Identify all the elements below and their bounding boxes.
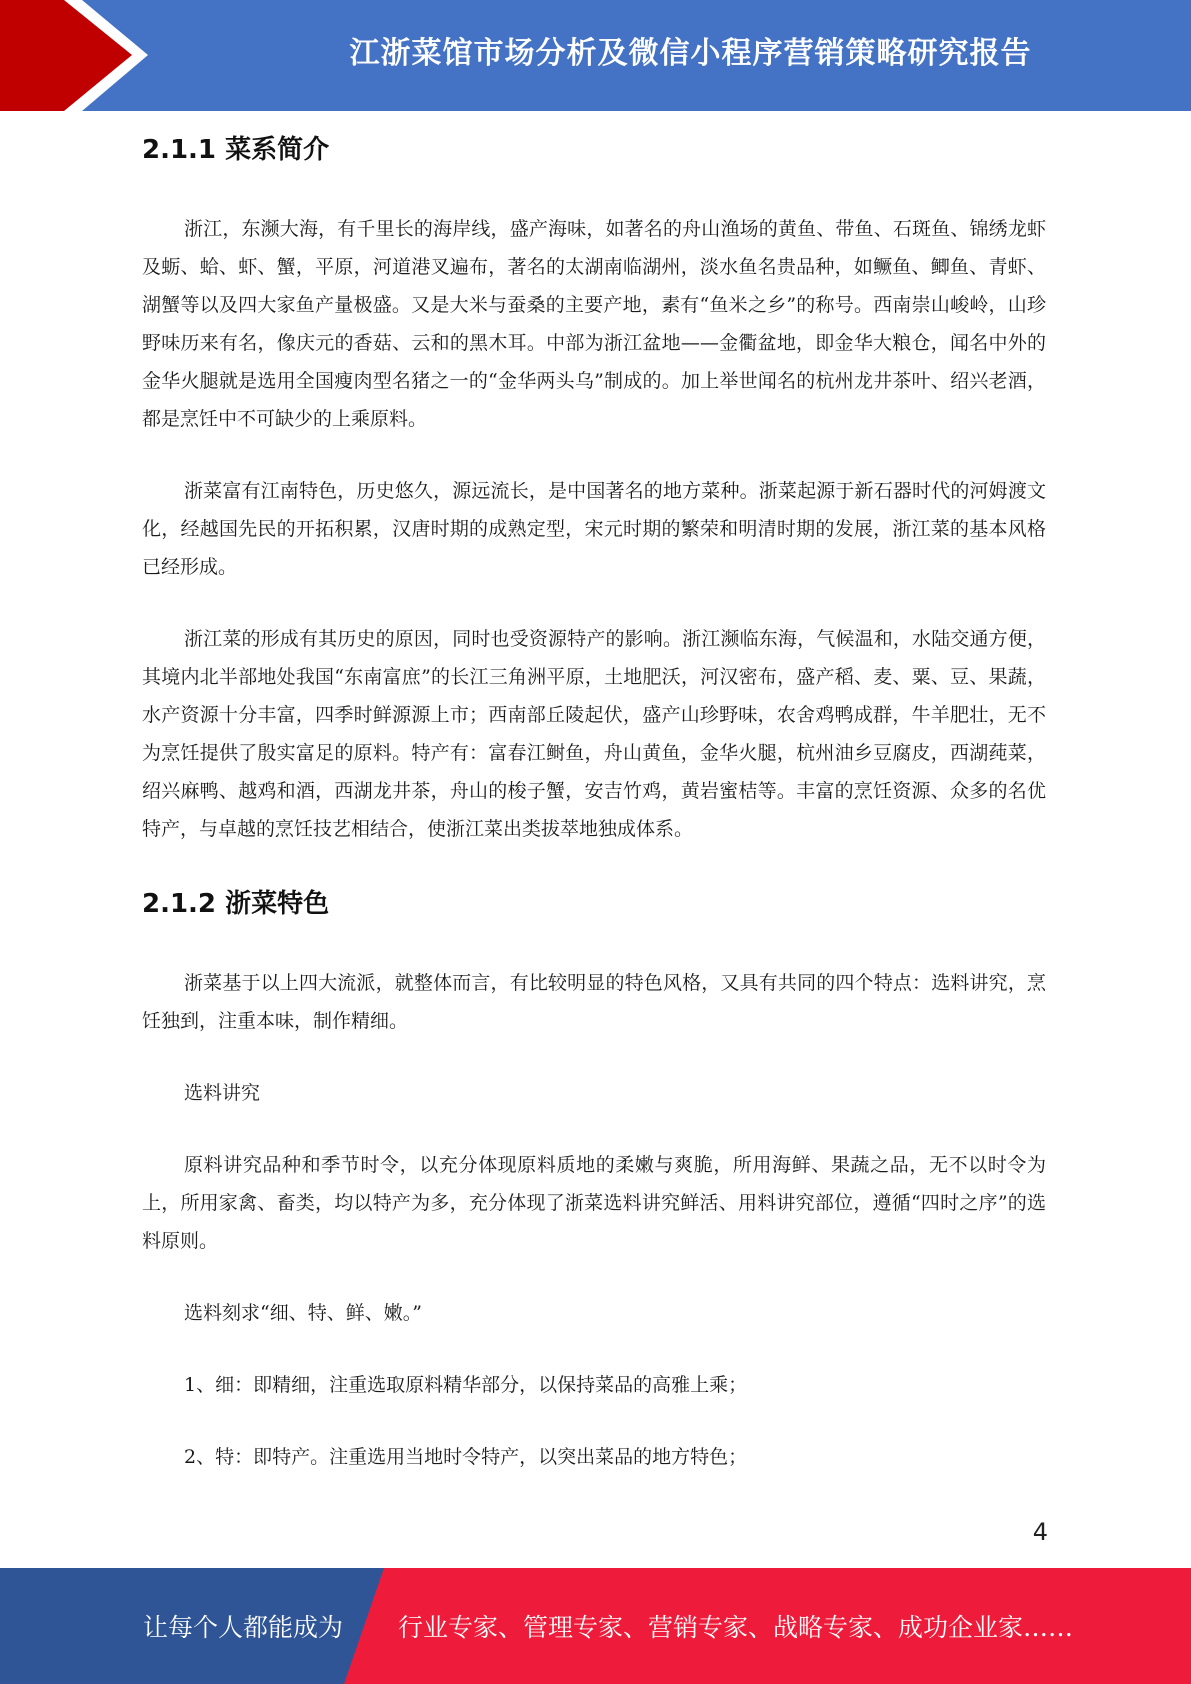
paragraph: 原料讲究品种和季节时令，以充分体现原料质地的柔嫩与爽脆，所用海鲜、果蔬之品，无不以时令为上，所用家禽、畜类，均以特产为多，充分体现了浙菜选料讲究鲜活、用料讲究部位，遵循“四时之序”的选料原则。 bbox=[142, 1154, 1046, 1252]
section-heading-intro: 2.1.1 菜系简介 bbox=[142, 135, 330, 165]
paragraph: 选料讲究 bbox=[184, 1082, 261, 1104]
document-title: 江浙菜馆市场分析及微信小程序营销策略研究报告 bbox=[349, 36, 1032, 71]
page-number: 4 bbox=[1032, 1518, 1048, 1546]
list-item: 1、细：即精细，注重选取原料精华部分，以保持菜品的高雅上乘； bbox=[184, 1374, 748, 1396]
list-item: 2、特：即特产。注重选用当地时令特产，以突出菜品的地方特色； bbox=[184, 1446, 748, 1468]
paragraph: 浙江菜的形成有其历史的原因，同时也受资源特产的影响。浙江濒临东海，气候温和，水陆交通方便，其境内北半部地处我国“东南富庶”的长江三角洲平原，土地肥沃，河汉密布，盛产稻、麦、粟、豆、果蔬，水产资源十分丰富，四季时鲜源源上市；西南部丘陵起伏，盛产山珍野味，农舍鸡鸭成群，牛羊肥壮，无不为烹饪提供了殷实富足的原料。特产有：富春江鲥鱼，舟山黄鱼，金华火腿，杭州油乡豆腐皮，西湖莼菜，绍兴麻鸭、越鸡和酒，西湖龙井茶，舟山的梭子蟹，安吉竹鸡，黄岩蜜桔等。丰富的烹饪资源、众多的名优特产，与卓越的烹饪技艺相结合，使浙江菜出类拔萃地独成体系。 bbox=[142, 628, 1046, 840]
header-chevron-icon bbox=[0, 0, 160, 111]
paragraph: 选料刻求“细、特、鲜、嫩。” bbox=[184, 1302, 422, 1324]
footer-slogan-left: 让每个人都能成为 bbox=[143, 1613, 344, 1642]
paragraph: 浙菜富有江南特色，历史悠久，源远流长，是中国著名的地方菜种。浙菜起源于新石器时代的河姆渡文化，经越国先民的开拓积累，汉唐时期的成熟定型，宋元时期的繁荣和明清时期的发展，浙江菜的基本风格已经形成。 bbox=[142, 480, 1046, 578]
paragraph: 浙江，东濒大海，有千里长的海岸线，盛产海味，如著名的舟山渔场的黄鱼、带鱼、石斑鱼、锦绣龙虾及蛎、蛤、虾、蟹，平原，河道港叉遍布，著名的太湖南临湖州，淡水鱼名贵品种，如鳜鱼、鲫鱼、青虾、湖蟹等以及四大家鱼产量极盛。又是大米与蚕桑的主要产地，素有“鱼米之乡”的称号。西南崇山峻岭，山珍野味历来有名，像庆元的香菇、云和的黑木耳。中部为浙江盆地——金衢盆地，即金华大粮仓，闻名中外的金华火腿就是选用全国瘦肉型名猪之一的“金华两头乌”制成的。加上举世闻名的杭州龙井茶叶、绍兴老酒，都是烹饪中不可缺少的上乘原料。 bbox=[142, 218, 1046, 430]
section-heading-features: 2.1.2 浙菜特色 bbox=[142, 889, 330, 919]
footer-banner bbox=[0, 1568, 1191, 1684]
header-banner bbox=[0, 0, 1191, 111]
footer-slogan-right: 行业专家、管理专家、营销专家、战略专家、成功企业家…… bbox=[398, 1613, 1074, 1642]
paragraph: 浙菜基于以上四大流派，就整体而言，有比较明显的特色风格，又具有共同的四个特点：选料讲究，烹饪独到，注重本味，制作精细。 bbox=[142, 972, 1046, 1032]
page-content bbox=[142, 120, 1046, 1476]
